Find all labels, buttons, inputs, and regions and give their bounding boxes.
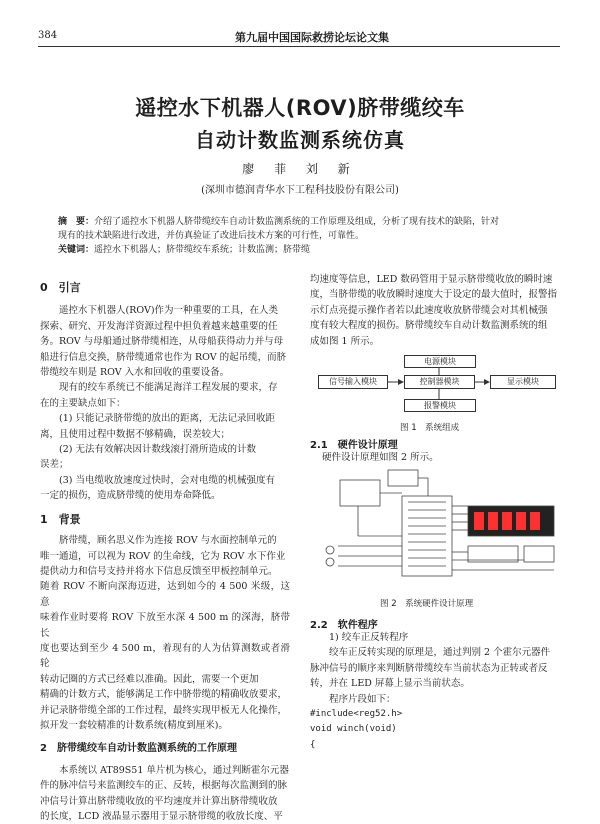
signal-input-module-box: 信号输入模块 (318, 375, 388, 389)
code-line-2: void winch(void) (310, 724, 397, 735)
controller-module-box: 控制器模块 (404, 375, 475, 389)
section-2-title: 2 脐带缆绞车自动计数监测系统的工作原理 (40, 743, 237, 755)
alarm-module-box: 报警模块 (404, 399, 476, 412)
power-module-box: 电源模块 (404, 355, 476, 368)
right-column-top (310, 272, 562, 349)
intro-point-2: (2) 无法有效解决因计数线滚打滑所造成的计数 误差； (40, 444, 256, 471)
section-2-1-text: 硬件设计原理如图 2 所示。 (322, 452, 439, 463)
figure-2-caption: 图 2 系统硬件设计原理 (380, 599, 474, 609)
figure-1-caption: 图 1 系统组成 (400, 423, 460, 433)
header-rule (38, 46, 560, 47)
code-line-1: #include<reg52.h> (310, 709, 403, 720)
principle-para: 本系统以 AT89S51 单片机为核心，通过判断霍尔元器 件的脉冲信号来监测绞车的正、反转，根据每次监测到的脉 冲信号计算出脐带缆收放的平均速度并计算出脐带缆收放 的长度，LCD 液晶显示器用于显示脐带缆的收放长度、平 (40, 764, 289, 822)
keywords-label: 关键词： (58, 245, 95, 255)
section-2-2-body (310, 630, 562, 753)
abstract-line2: 现有的技术缺陷进行改进，并仿真验证了改进后技术方案的可行性，可靠性。 (58, 231, 365, 241)
subsection-winch-direction: 1) 绞车正反转程序 (329, 632, 409, 643)
code-line-3: { (310, 739, 316, 750)
intro-para-2: 现有的绞车系统已不能满足海洋工程发展的要求，存 在的主要缺点如下： (40, 382, 278, 409)
hardware-schematic (318, 466, 560, 588)
authors: 廖 菲 刘 新 (242, 162, 358, 176)
page-number: 384 (38, 30, 58, 41)
intro-point-3: (3) 当电缆收放速度过快时，会对电缆的机械强度有 一定的损伤，造成脐带缆的使用寿命降低。 (40, 474, 275, 502)
abstract (58, 215, 548, 257)
section-2-2-title: 2.2 软件程序 (310, 620, 378, 631)
background-para: 脐带缆，顾名思义作为连接 ROV 与水面控制单元的 唯一通道，可以视为 ROV 的生命线，它为 ROV 水下作业 提供动力和信号支持并将水下信息反馈至甲板控制单元。 随着 ROV 不断向深海迈进，达到如今的 4 500 米级，这意 味着作业时要将 ROV 下放至水深 4 500 m 的深海，脐带长 度也要达到至少 4 500 m，着现有的人为估算测数或者滑轮 转动记圈的方式已经难以准确。因此，需要一个更加 精确的计数方式，能够满足工作中脐带缆的精确收放要求， 并记录脐带缆全部的工作过程，最终实现甲板无人化操作， 拟开发一套较精准的计数系统(精度到厘米)。 (40, 535, 290, 731)
keywords: 遥控水下机器人；脐带缆绞车系统；计数监测；脐带缆 (94, 245, 311, 255)
code-intro: 程序片段如下： (329, 693, 396, 705)
schematic-drawing (318, 466, 560, 588)
paper-title-line1: 遥控水下机器人(ROV)脐带缆绞车 (135, 96, 465, 120)
winch-direction-para: 绞车正反转实现的原理是，通过判别 2 个霍尔元器件 脉冲信号的顺序来判断脐带缆绞车当前状态为正转或者反 转，并在 LED 屏幕上显示当前状态。 (310, 647, 551, 690)
paper-title-line2: 自动计数监测系统仿真 (195, 128, 405, 152)
proceedings-title: 第九届中国国际救捞论坛论文集 (235, 31, 389, 44)
abstract-label: 摘 要： (58, 217, 95, 227)
section-2-1-title: 2.1 硬件设计原理 (310, 440, 398, 451)
display-module-box: 显示模块 (490, 375, 556, 389)
section-1-title: 1 背景 (40, 512, 81, 526)
affiliation: (深圳市德润青华水下工程科技股份有限公司) (201, 185, 399, 196)
intro-para-1: 遥控水下机器人(ROV)作为一种重要的工具，在人类 探索、研究、开发海洋资源过程中担负着越来越重要的任 务。ROV 与母船通过脐带缆相连，从母船获得动力并与母 船进行信息交换，脐带缆通常也作为 ROV 的起吊缆，而脐 带缆绞车则是 ROV 入水和回收的重要设备。 (40, 305, 287, 379)
intro-point-1: (1) 只能记录脐带缆的放出的距离，无法记录回收距 离，且使用过程中数据不够精确，误差较大； (40, 413, 275, 440)
section-0-title: 0 引言 (40, 281, 81, 294)
left-column (40, 280, 290, 824)
system-diagram (318, 355, 558, 417)
principle-para-cont: 均速度等信息，LED 数码管用于显示脐带缆收放的瞬时速 度，当脐带缆的收放瞬时速度大于设定的最大值时，报警指 示灯点亮提示操作者若以此速度收放脐带缆会对其机械强 度有较大程度的损伤。脐带缆绞车自动计数监测系统的组 成如图 1 所示。 (310, 274, 558, 347)
abstract-line1: 介绍了遥控水下机器人脐带缆绞车自动计数监测系统的工作原理及组成，分析了现有技术的缺陷，针对 (94, 217, 500, 227)
